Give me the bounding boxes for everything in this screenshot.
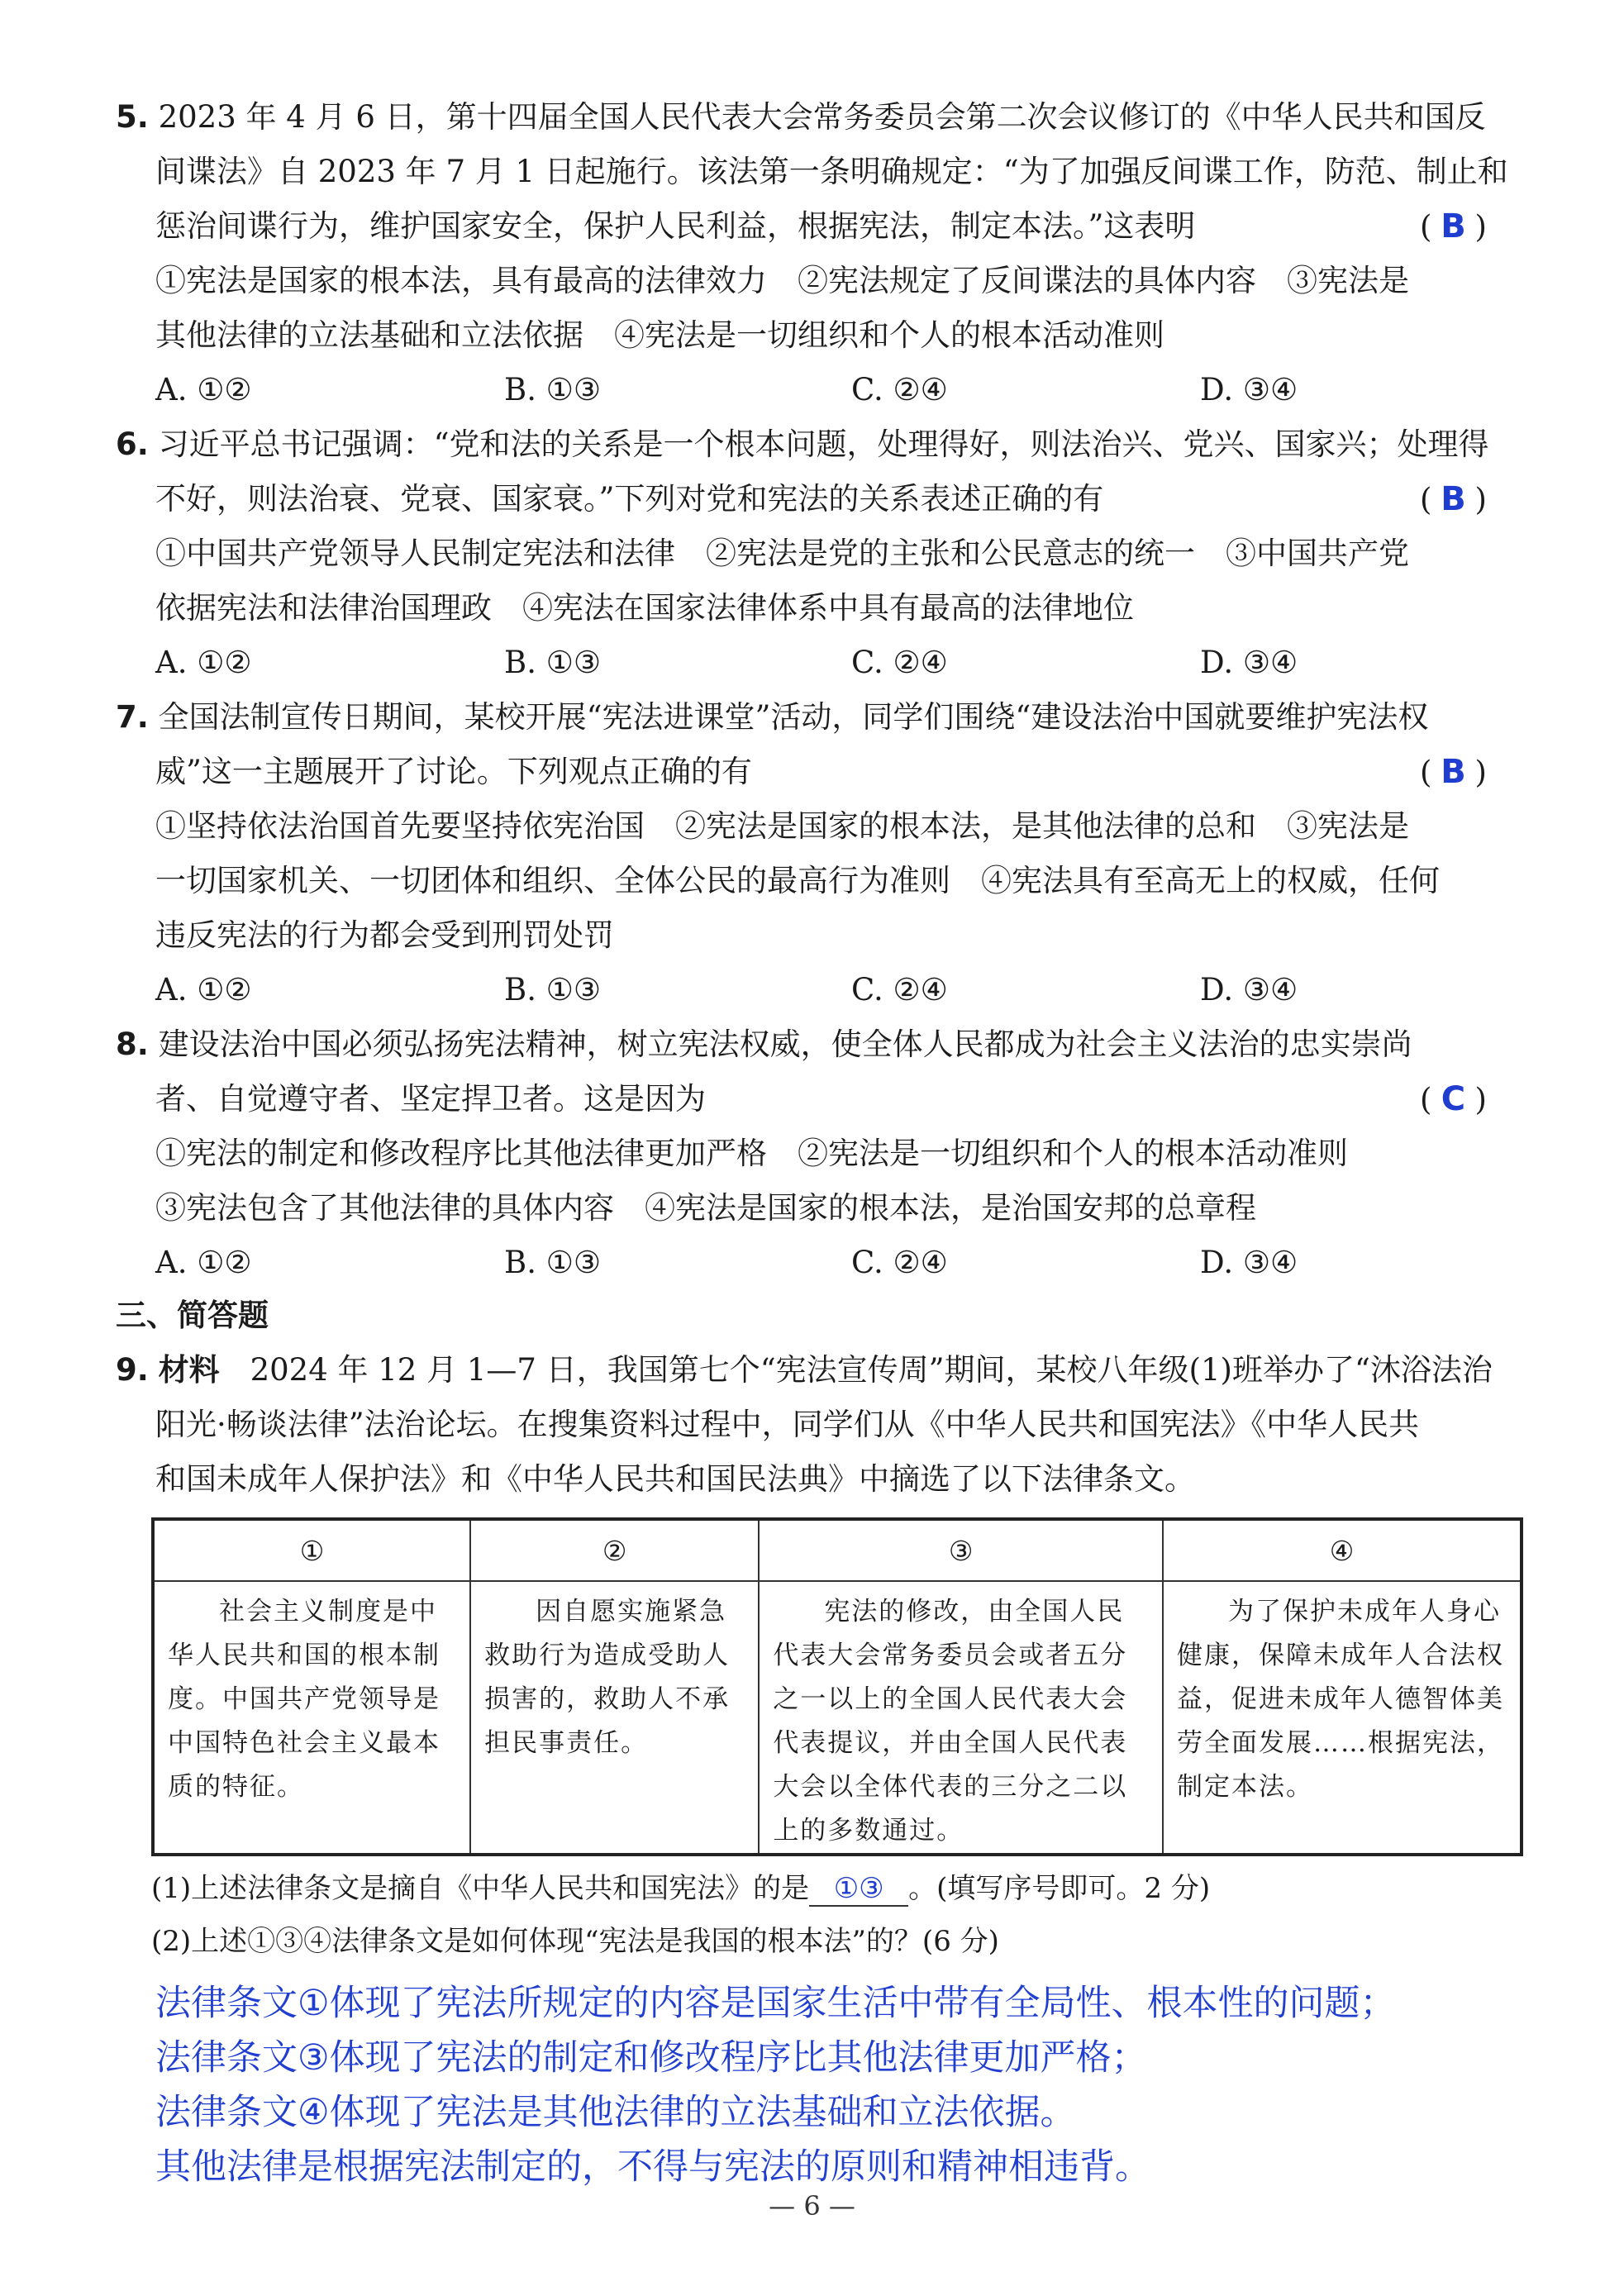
table-row bbox=[153, 1581, 1522, 1855]
q9-line-2: 阳光·畅谈法律”法治论坛。在搜集资料过程中，同学们从《中华人民共和国宪法》《中华人民共 bbox=[155, 1407, 1420, 1442]
q7-line-3: ①坚持依法治国首先要坚持依宪治国 ②宪法是国家的根本法，是其他法律的总和 ③宪法是 bbox=[155, 808, 1409, 844]
q8-line-1: 8. 建设法治中国必须弘扬宪法精神，树立宪法权威，使全体人民都成为社会主义法治的忠实崇尚 bbox=[116, 1026, 1412, 1062]
q7-line-5: 违反宪法的行为都会受到刑罚处罚 bbox=[155, 917, 614, 953]
table-header-4: ④ bbox=[1163, 1519, 1522, 1581]
q6-line-1: 6. 习近平总书记强调：“党和法的关系是一个根本问题，处理得好，则法治兴、党兴、国家兴；处理得 bbox=[116, 426, 1489, 462]
q7-line-1: 7. 全国法制宣传日期间，某校开展“宪法进课堂”活动，同学们围绕“建设法治中国就要维护宪法权 bbox=[116, 699, 1429, 735]
handwritten-answer-line-1: 法律条文①体现了宪法所规定的内容是国家生活中带有全局性、根本性的问题； bbox=[155, 1983, 1396, 2024]
q8-number: 8. bbox=[116, 1026, 149, 1062]
q8-line-3: ①宪法的制定和修改程序比其他法律更加严格 ②宪法是一切组织和个人的根本活动准则 bbox=[155, 1136, 1348, 1171]
q7-answer-bracket: ( B ) bbox=[1420, 753, 1487, 791]
q8-answer-bracket: ( C ) bbox=[1420, 1080, 1487, 1118]
q6-answer-bracket: ( B ) bbox=[1420, 480, 1487, 518]
table-header-1: ① bbox=[153, 1519, 470, 1581]
q5-line-4: ①宪法是国家的根本法，具有最高的法律效力 ②宪法规定了反间谍法的具体内容 ③宪法是 bbox=[155, 263, 1409, 298]
q8-option-c: C. ②④ bbox=[851, 1245, 948, 1280]
q7-option-a: A. ①② bbox=[155, 972, 252, 1007]
q7-option-c: C. ②④ bbox=[851, 972, 948, 1007]
table-cell-2: 因自愿实施紧急救助行为造成受助人损害的，救助人不承担民事责任。 bbox=[470, 1581, 759, 1855]
q6-option-c: C. ②④ bbox=[851, 645, 948, 680]
q7-line-2: 威”这一主题展开了讨论。下列观点正确的有 bbox=[155, 754, 752, 789]
q5-option-c: C. ②④ bbox=[851, 372, 948, 407]
q9-sub-question-1: (1)上述法律条文是摘自《中华人民共和国宪法》的是 ①③ 。(填写序号即可。2 分) bbox=[151, 1872, 1211, 1905]
q6-option-b: B. ①③ bbox=[504, 645, 602, 680]
page-number: — 6 — bbox=[769, 2190, 855, 2222]
q6-line-2: 不好，则法治衰、党衰、国家衰。”下列对党和宪法的关系表述正确的有 bbox=[155, 481, 1104, 517]
q6-answer: B bbox=[1441, 480, 1466, 518]
q7-answer: B bbox=[1441, 753, 1466, 791]
q6-line-4: 依据宪法和法律治国理政 ④宪法在国家法律体系中具有最高的法律地位 bbox=[155, 590, 1134, 626]
q5-line-3: 惩治间谍行为，维护国家安全，保护人民利益，根据宪法，制定本法。”这表明 bbox=[155, 208, 1196, 244]
q8-option-a: A. ①② bbox=[155, 1245, 252, 1280]
q9-label: 材料 bbox=[158, 1352, 220, 1388]
handwritten-answer-line-4: 其他法律是根据宪法制定的，不得与宪法的原则和精神相违背。 bbox=[155, 2146, 1150, 2188]
q5-option-b: B. ①③ bbox=[504, 372, 602, 407]
q5-option-d: D. ③④ bbox=[1200, 372, 1298, 407]
q5-option-a: A. ①② bbox=[155, 372, 252, 407]
table-cell-1: 社会主义制度是中华人民共和国的根本制度。中国共产党领导是中国特色社会主义最本质的特征。 bbox=[153, 1581, 470, 1855]
table-cell-4: 为了保护未成年人身心健康，保障未成年人合法权益，促进未成年人德智体美劳全面发展……根据宪法，制定本法。 bbox=[1163, 1581, 1522, 1855]
q6-option-d: D. ③④ bbox=[1200, 645, 1298, 680]
q9-sub-question-2: (2)上述①③④法律条文是如何体现“宪法是我国的根本法”的？(6 分) bbox=[151, 1925, 999, 1958]
q6-number: 6. bbox=[116, 426, 149, 462]
q8-option-b: B. ①③ bbox=[504, 1245, 602, 1280]
handwritten-answer-line-3: 法律条文④体现了宪法是其他法律的立法基础和立法依据。 bbox=[155, 2092, 1076, 2133]
q5-answer: B bbox=[1441, 207, 1466, 245]
q5-line-1: 5. 2023 年 4 月 6 日，第十四届全国人民代表大会常务委员会第二次会议修订的《中华人民共和国反 bbox=[116, 99, 1486, 135]
q7-line-4: 一切国家机关、一切团体和组织、全体公民的最高行为准则 ④宪法具有至高无上的权威，任何 bbox=[155, 863, 1440, 898]
q8-answer: C bbox=[1441, 1080, 1466, 1118]
q5-line-2: 间谍法》自 2023 年 7 月 1 日起施行。该法第一条明确规定：“为了加强反间谍工作，防范、制止和 bbox=[155, 154, 1508, 189]
q9-line-1: 9. 材料 2024 年 12 月 1—7 日，我国第七个“宪法宣传周”期间，某校八年级(1)班举办了“沐浴法治 bbox=[116, 1352, 1493, 1388]
q5-line-5: 其他法律的立法基础和立法依据 ④宪法是一切组织和个人的根本活动准则 bbox=[155, 317, 1164, 353]
table-header-3: ③ bbox=[759, 1519, 1163, 1581]
q8-option-d: D. ③④ bbox=[1200, 1245, 1298, 1280]
q7-number: 7. bbox=[116, 699, 149, 735]
q9-number: 9. bbox=[116, 1352, 149, 1388]
q9-line-3: 和国未成年人保护法》和《中华人民共和国民法典》中摘选了以下法律条文。 bbox=[155, 1461, 1195, 1497]
q6-line-3: ①中国共产党领导人民制定宪法和法律 ②宪法是党的主张和公民意志的统一 ③中国共产党 bbox=[155, 536, 1409, 571]
table-cell-3: 宪法的修改，由全国人民代表大会常务委员会或者五分之一以上的全国人民代表大会代表提议，并由全国人民代表大会以全体代表的三分之二以上的多数通过。 bbox=[759, 1581, 1163, 1855]
q7-option-b: B. ①③ bbox=[504, 972, 602, 1007]
table-header-2: ② bbox=[470, 1519, 759, 1581]
table-header-row bbox=[153, 1519, 1522, 1581]
q9-sub1-answer-blank[interactable]: ①③ bbox=[809, 1872, 908, 1907]
q7-option-d: D. ③④ bbox=[1200, 972, 1298, 1007]
section-heading: 三、简答题 bbox=[116, 1298, 269, 1333]
law-articles-table bbox=[151, 1517, 1523, 1856]
q5-number: 5. bbox=[116, 99, 149, 135]
q6-option-a: A. ①② bbox=[155, 645, 252, 680]
q5-answer-bracket: ( B ) bbox=[1420, 207, 1487, 245]
handwritten-answer-line-2: 法律条文③体现了宪法的制定和修改程序比其他法律更加严格； bbox=[155, 2037, 1147, 2079]
q8-line-4: ③宪法包含了其他法律的具体内容 ④宪法是国家的根本法，是治国安邦的总章程 bbox=[155, 1190, 1256, 1226]
q8-line-2: 者、自觉遵守者、坚定捍卫者。这是因为 bbox=[155, 1081, 706, 1117]
